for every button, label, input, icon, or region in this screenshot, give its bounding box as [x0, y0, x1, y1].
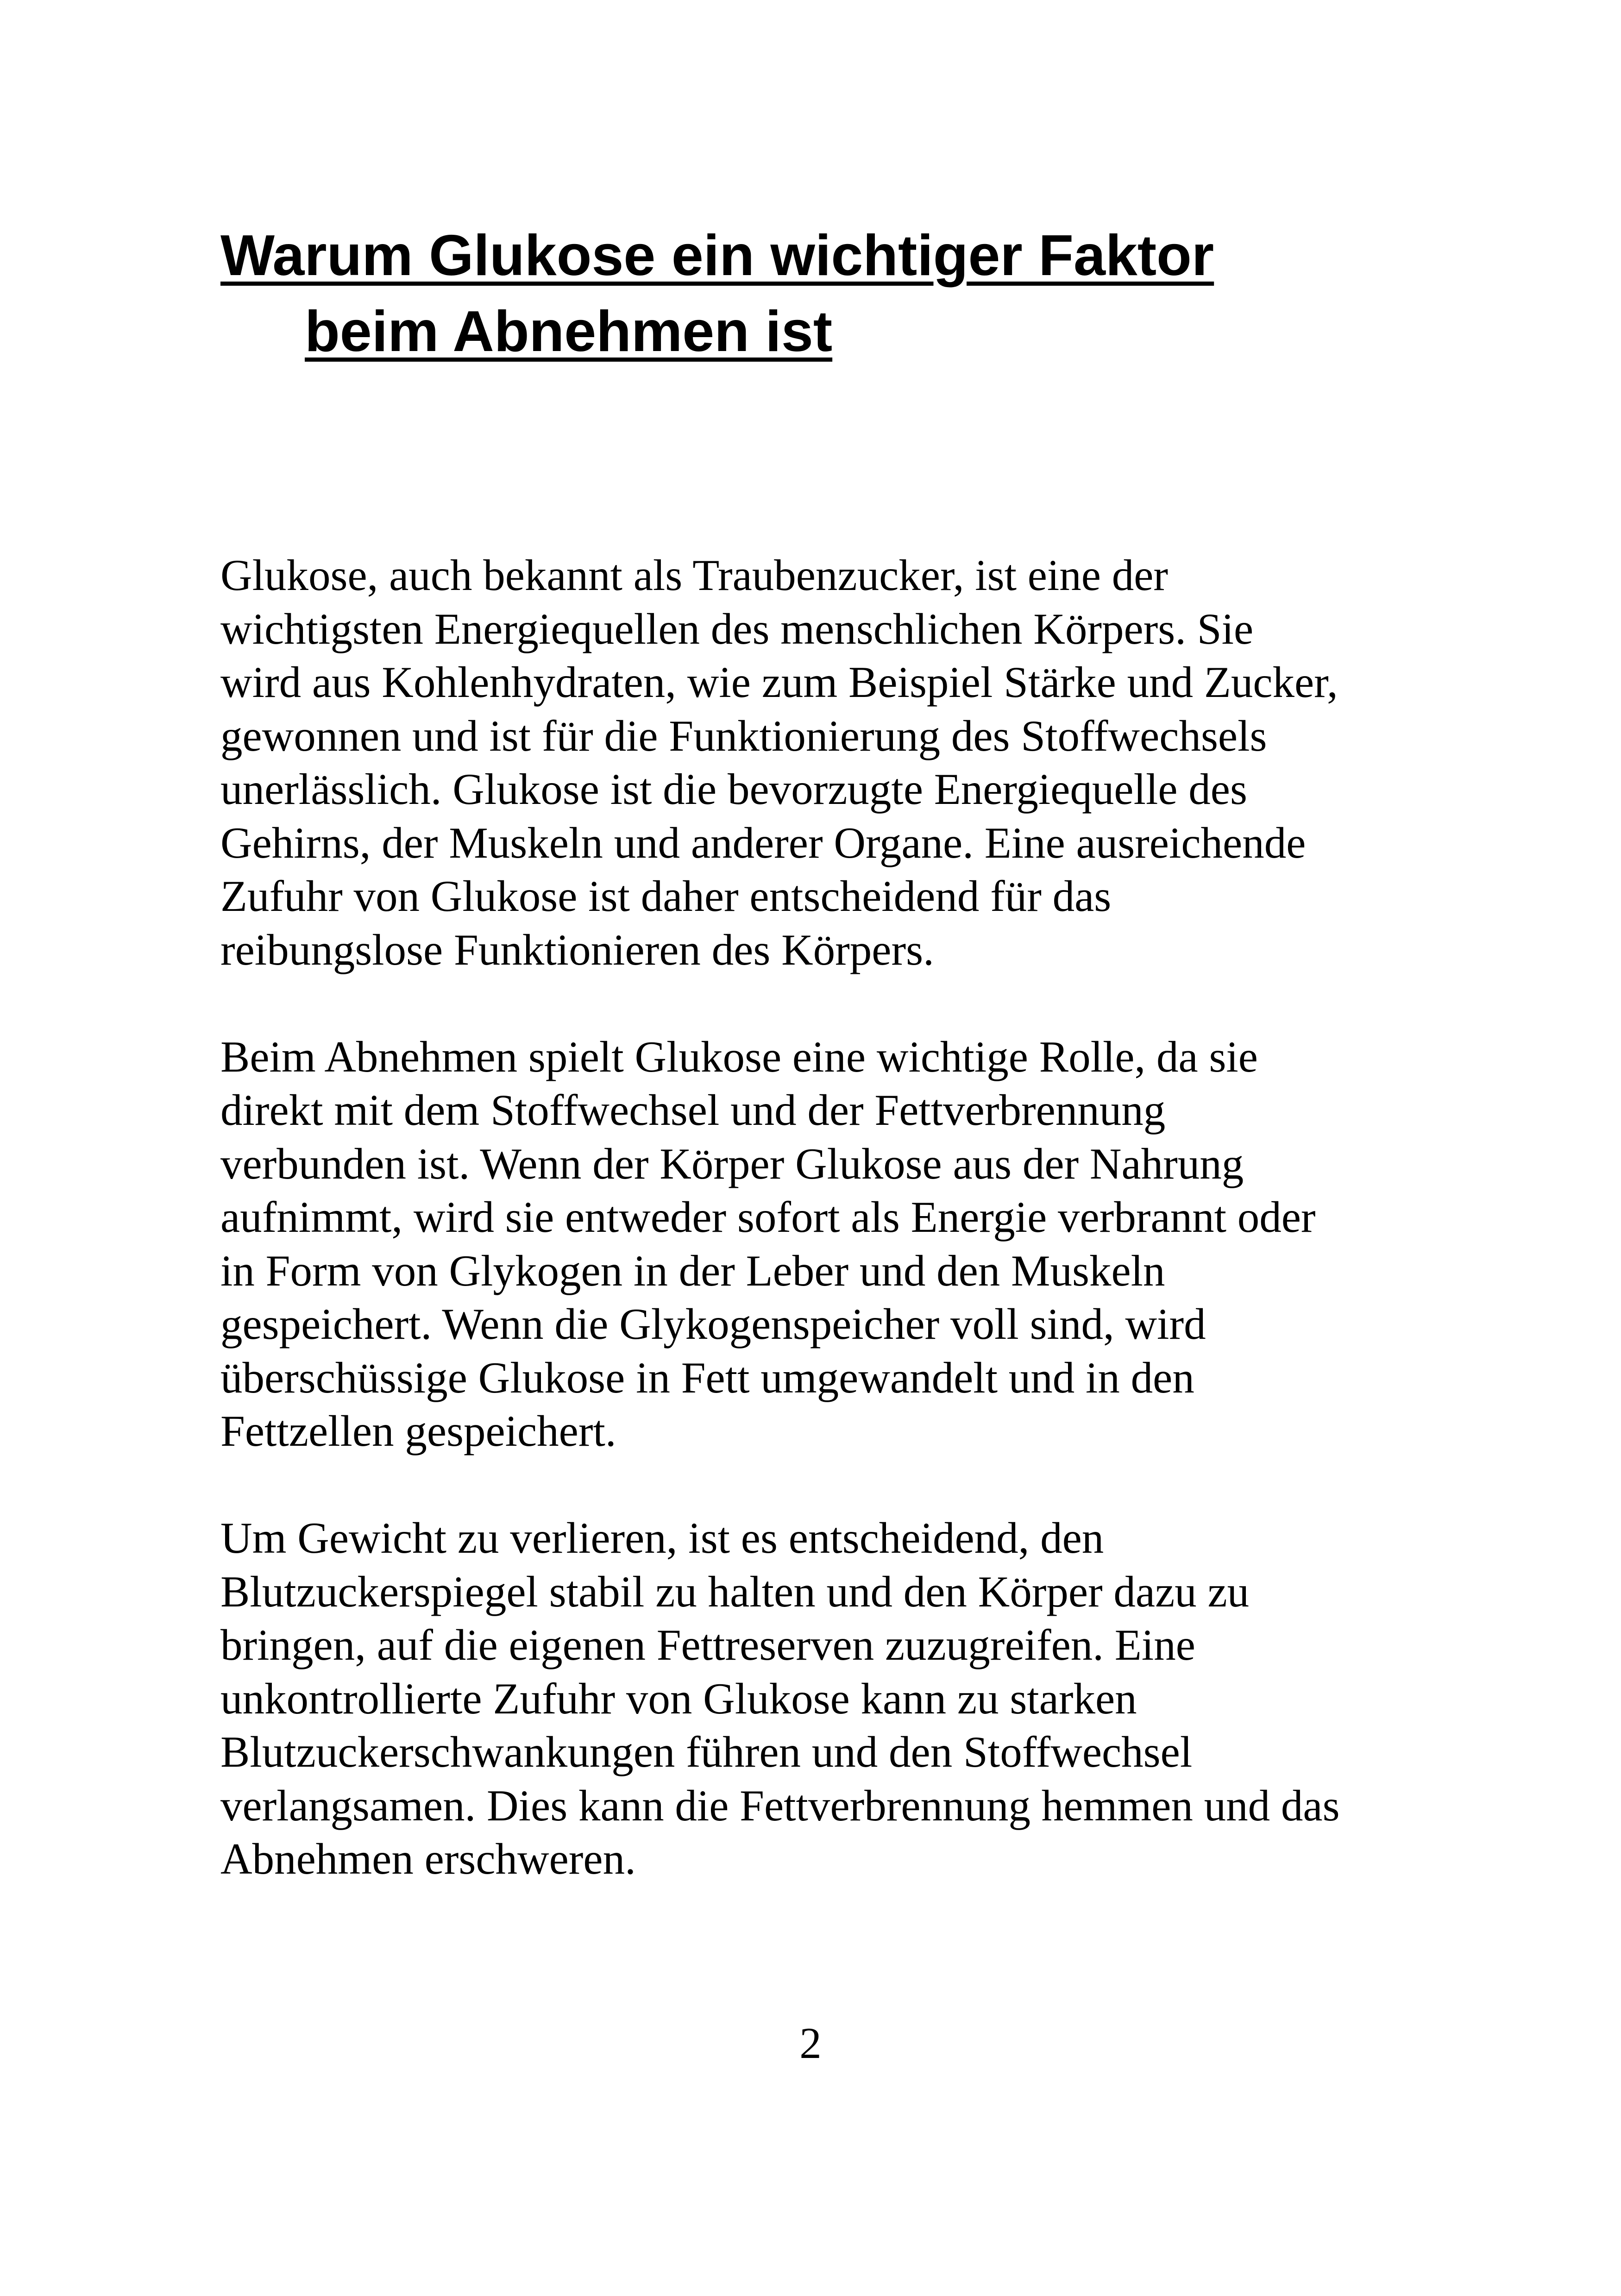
text-line: überschüssige Glukose in Fett umgewandelt und in den — [220, 1353, 1194, 1402]
text-line: Abnehmen erschweren. — [220, 1834, 636, 1883]
title-line-2: beim Abnehmen ist — [305, 300, 833, 364]
text-line: Glukose, auch bekannt als Traubenzucker, ist eine der — [220, 551, 1169, 600]
page-title — [220, 218, 1471, 370]
text-line: reibungslose Funktionieren des Körpers. — [220, 925, 934, 974]
text-line: aufnimmt, wird sie entweder sofort als Energie verbrannt oder — [220, 1192, 1316, 1242]
text-line: wird aus Kohlenhydraten, wie zum Beispiel Stärke und Zucker, — [220, 658, 1338, 707]
body-text — [220, 549, 1448, 1939]
text-line: Um Gewicht zu verlieren, ist es entscheidend, den — [220, 1513, 1104, 1562]
text-line: Zufuhr von Glukose ist daher entscheidend für das — [220, 872, 1112, 921]
text-line: in Form von Glykogen in der Leber und den Muskeln — [220, 1246, 1165, 1295]
text-line: unerlässlich. Glukose ist die bevorzugte Energiequelle des — [220, 765, 1247, 814]
text-line: Gehirns, der Muskeln und anderer Organe. Eine ausreichende — [220, 818, 1306, 867]
text-line: gespeichert. Wenn die Glykogenspeicher voll sind, wird — [220, 1299, 1206, 1349]
paragraph-3 — [220, 1512, 1448, 1886]
page-number: 2 — [799, 2019, 822, 2068]
text-line: direkt mit dem Stoffwechsel und der Fettverbrennung — [220, 1085, 1166, 1135]
text-line: Blutzuckerspiegel stabil zu halten und den Körper dazu zu — [220, 1567, 1250, 1616]
text-line: wichtigsten Energiequellen des menschlichen Körpers. Sie — [220, 604, 1254, 653]
text-line: bringen, auf die eigenen Fettreserven zuzugreifen. Eine — [220, 1620, 1195, 1669]
text-line: verbunden ist. Wenn der Körper Glukose aus der Nahrung — [220, 1139, 1244, 1188]
text-line: gewonnen und ist für die Funktionierung des Stoffwechsels — [220, 711, 1267, 760]
text-line: Beim Abnehmen spielt Glukose eine wichtige Rolle, da sie — [220, 1032, 1258, 1081]
text-line: Fettzellen gespeichert. — [220, 1406, 616, 1455]
title-line-1: Warum Glukose ein wichtiger Faktor — [220, 224, 1214, 288]
text-line: unkontrollierte Zufuhr von Glukose kann zu starken — [220, 1674, 1137, 1723]
text-line: verlangsamen. Dies kann die Fettverbrennung hemmen und das — [220, 1781, 1340, 1830]
paragraph-1 — [220, 549, 1448, 977]
paragraph-2 — [220, 1030, 1448, 1458]
text-line: Blutzuckerschwankungen führen und den Stoffwechsel — [220, 1727, 1193, 1776]
